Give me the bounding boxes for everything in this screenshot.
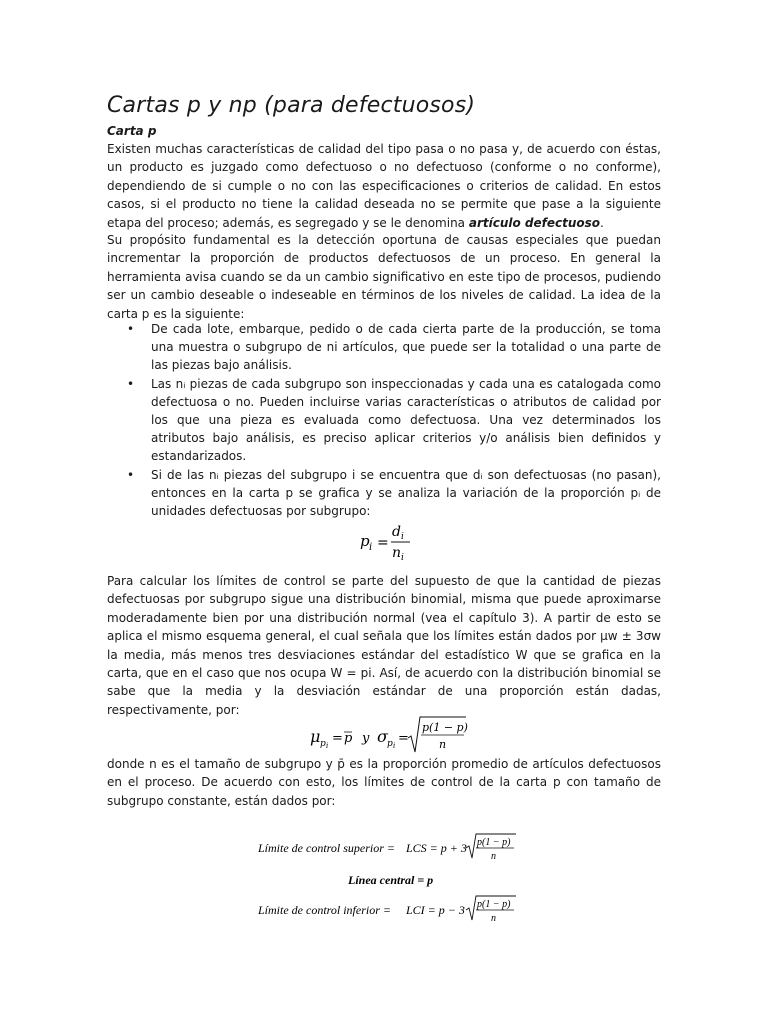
eq2-mu-sub: p xyxy=(320,739,326,749)
bullet-icon: • xyxy=(127,376,135,391)
eq1-num-sub: i xyxy=(401,532,404,542)
bullet-text: De cada lote, embarque, pedido o de cada cierta parte de la producción, se toma una muestra o subgrupo de ni artículos, que puede ser la totalidad o una parte de las piezas bajo análisis. xyxy=(151,322,661,373)
list-item xyxy=(107,375,661,466)
eq2-and: y xyxy=(362,731,370,746)
eq3-center-label: Línea central = p xyxy=(348,873,434,887)
eq1-den-sub: i xyxy=(401,553,404,563)
eq3-lower-label: Límite de control inferior = xyxy=(258,903,391,917)
list-item xyxy=(107,320,661,375)
eq1-equals: = xyxy=(377,535,389,551)
equation-proportion xyxy=(360,520,420,564)
eq3-lower-rad-den: n xyxy=(491,913,496,924)
eq3-upper-rad-den: n xyxy=(491,851,496,862)
paragraph-pbar: donde n es el tamaño de subgrupo y p̄ es la proporción promedio de artículos defectuosos en el proceso. De acuerdo con esto, los límites de control de la carta p con tamaño de subgrupo constante, están dados por: xyxy=(107,757,661,808)
page-title: Cartas p y np (para defectuosos) xyxy=(107,93,476,118)
equation-mean-sd xyxy=(308,714,468,756)
eq2-pbar: p xyxy=(344,731,353,746)
eq1-lhs-sub: i xyxy=(369,542,373,553)
bullet-text: Las nᵢ piezas de cada subgrupo son inspeccionadas y cada una es catalogada como defectuosa o no. Pueden incluirse varias características o atributos de calidad por los que una pieza es evaluada como defectuosa. Una vez determinados los atributos bajo análisis, es preciso aplicar criterios y/o análisis bien definidos y estandarizados. xyxy=(151,376,661,464)
bullet-list xyxy=(107,320,661,520)
paragraph-limits: Para calcular los límites de control se parte del supuesto de que la cantidad de piezas defectuosas por subgrupo sigue una distribución binomial, misma que puede aproximarse moderadamente bien por una distribución normal (vea el capítulo 3). A partir de esto se aplica el mismo esquema general, el cual señala que los límites están dados por μw ± 3σw la media, más menos tres desviaciones estándar del estadístico W que se grafica en la carta, que en el caso que nos ocupa W = pi. Así, de acuerdo con la distribución binomial se sabe que la media y la desviación estándar de una proporción están dadas, respectivamente, por: xyxy=(107,574,661,717)
emphasis-defective-article: artículo defectuoso xyxy=(468,215,601,230)
eq1-num: d xyxy=(392,524,401,540)
paragraph-intro-end: . xyxy=(600,215,604,230)
eq3-upper-expr: LCS = p + 3 xyxy=(406,841,467,855)
eq2-mu: μ xyxy=(310,727,321,746)
eq2-rad-num: p(1 − p) xyxy=(422,721,468,734)
eq2-rad-den: n xyxy=(439,738,447,751)
eq1-lhs: p xyxy=(360,532,370,550)
eq3-lower-rad-num: p(1 − p) xyxy=(477,899,511,910)
bullet-icon: • xyxy=(127,322,135,336)
eq3-upper-rad-num: p(1 − p) xyxy=(477,837,511,848)
eq1-den: n xyxy=(392,545,402,561)
paragraph-intro-text: Existen muchas características de calidad del tipo pasa o no pasa y, de acuerdo con éstas, un producto es juzgado como defectuoso o no defectuoso (conforme o no conforme), dependiendo de si cumple o no con las especificaciones o criterios de calidad. En estos casos, si el producto no tiene la calidad deseada no se permite que pase a la siguiente etapa del proceso; además, es segregado y se le denomina xyxy=(107,142,661,230)
eq2-mu-subsub: i xyxy=(326,742,329,750)
eq2-sigma-subsub: i xyxy=(393,742,396,750)
paragraph-purpose: Su propósito fundamental es la detección oportuna de causas especiales que puedan incrementar la proporción de productos defectuosos de un proceso. En general la herramienta avisa cuando se da un cambio significativo en este tipo de procesos, pudiendo ser un cambio deseable o indeseable en términos de los niveles de calidad. La idea de la carta p es la siguiente: xyxy=(107,233,661,321)
eq2-sigma-sub: p xyxy=(387,739,393,749)
eq3-lower-expr: LCI = p − 3 xyxy=(406,903,465,917)
bullet-text: Si de las nᵢ piezas del subgrupo i se encuentra que dᵢ son defectuosas (no pasan), entonces en la carta p se grafica y se analiza la variación de la proporción pᵢ de unidades defectuosas por subgrupo: xyxy=(151,467,661,519)
eq2-sigma: σ xyxy=(377,727,388,746)
paragraph-intro xyxy=(107,140,661,232)
bullet-icon: • xyxy=(127,467,135,482)
list-item xyxy=(107,466,661,521)
eq2-equals-1: = xyxy=(332,731,343,746)
section-subtitle: Carta p xyxy=(107,124,157,138)
eq2-equals-2: = xyxy=(398,731,409,746)
equation-control-limits xyxy=(258,828,528,928)
eq3-upper-label: Límite de control superior = xyxy=(258,841,395,855)
